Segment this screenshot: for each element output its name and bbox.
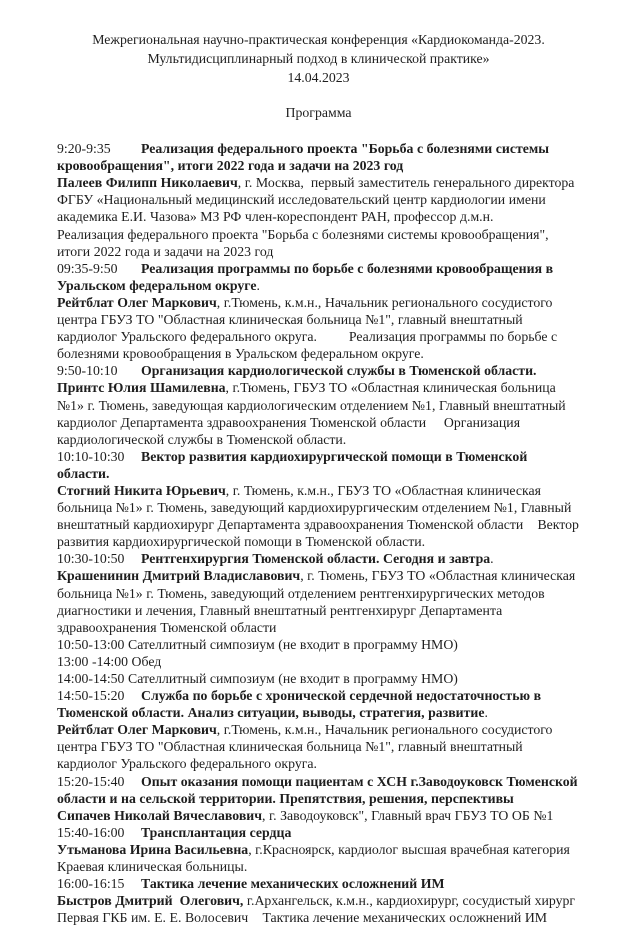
session-description: 14:00-14:50 Сателлитный симпозиум (не входит в программу НМО) [57,671,458,686]
program-list [57,140,583,926]
program-paragraph [57,636,580,653]
program-paragraph [57,875,580,892]
session-time: 15:40-16:00 [57,824,125,840]
session-description: , г.Тюмень, к.м.н., Начальник регионального сосудистого центра ГБУЗ ТО "Областная клиническая больница №1", главный внештатный кардиолог Уральского федерального округа. Реализация программы по борьбе с болезнями кровообращения в Уральском федеральном округе. [57,294,561,362]
session-title-or-speaker: Организация кардиологической службы в Тюменской области. [141,363,537,379]
session-time: 09:35-9:50 [57,260,118,276]
session-time: 10:10-10:30 [57,448,125,464]
program-paragraph [57,482,583,550]
session-description: , г. Заводоуковск", Главный врач ГБУЗ ТО ОБ №1 [262,807,554,823]
session-description: 10:50-13:00 Сателлитный симпозиум (не входит в программу НМО) [57,636,458,652]
session-title-or-speaker: Реализация федерального проекта "Борьба с болезнями системы кровообращения", итоги 2022 года и задачи на 2023 год [57,141,553,174]
session-description: , г. Москва, первый заместитель генерального директора ФГБУ «Национальный медицинский исследовательский центр кардиологии имени академика Е.И. Чазова» МЗ РФ член-кореспондент РАН, профессор д.м.н. Реализация федерального проекта "Борьба с болезнями системы кровообращения", итоги 2022 года и задачи на 2023 год [57,175,578,259]
program-paragraph [57,550,580,567]
program-paragraph [57,721,580,772]
program-paragraph [57,687,580,721]
session-description: , г.Красноярск, кардиолог высшая врачебная категория Краевая клиническая больницы. [57,841,574,875]
program-paragraph [57,670,580,687]
session-title-or-speaker: Стогний Никита Юрьевич [57,482,226,498]
session-time: 9:20-9:35 [57,141,111,157]
session-title-or-speaker: Рейтблат Олег Маркович [57,722,217,738]
session-description: . [256,277,260,293]
program-paragraph [57,892,580,926]
program-paragraph [57,824,580,841]
program-paragraph [57,841,580,875]
session-title-or-speaker: Быстров Дмитрий Олегович, [57,893,244,909]
session-time: 9:50-10:10 [57,363,118,379]
session-description: 13:00 -14:00 Обед [57,653,162,669]
program-paragraph [57,773,580,807]
session-title-or-speaker: Крашенинин Дмитрий Владиславович [57,568,301,584]
session-description: , г.Тюмень, к.м.н., Начальник регионального сосудистого центра ГБУЗ ТО "Областная клиническая больница №1", главный внештатный кардиолог Уральского федерального округа. [57,722,557,772]
session-description: , г. Тюмень, к.м.н., ГБУЗ ТО «Областная клиническая больница №1» г. Тюмень, заведующий кардиохирургическим отделением №1, Главный внештатный кардиохирург Департамента здравоохранения Тюменской области Вектор развития кардиохирургической помощи в Тюменской области. [57,482,583,550]
session-title-or-speaker: Служба по борьбе с хронической сердечной недостаточностью в Тюменской области. Анализ ситуации, выводы, стратегия, развитие [57,688,545,721]
session-title-or-speaker: Сипачев Николай Вячеславович [57,807,263,823]
program-paragraph [57,807,580,824]
session-title-or-speaker: Рентгенхирургия Тюменской области. Сегодня и завтра [141,551,491,567]
conference-date: 14.04.2023 [287,70,350,85]
program-paragraph [57,174,580,259]
section-heading: Программа [285,105,352,120]
program-paragraph [57,260,580,294]
session-description: . [484,705,488,721]
session-title-or-speaker: Утьманова Ирина Васильевна [57,841,249,857]
program-paragraph [57,448,580,482]
program-paragraph [57,379,580,447]
session-title-or-speaker: Вектор развития кардиохирургической помощи в Тюменской области. [57,448,531,481]
session-time: 15:20-15:40 [57,773,125,789]
document-header [57,30,580,87]
session-title-or-speaker: Трансплантация сердца [141,824,292,840]
session-description: , г. Тюмень, ГБУЗ ТО «Областная клиническая больница №1» г. Тюмень, заведующий отделением рентгенхирургических методов диагностики и лечения, Главный внештатный рентгенхирург Департамента здравоохранения Тюменской области [57,568,579,635]
session-title-or-speaker: Принтс Юлия Шамилевна [57,380,226,396]
program-paragraph [57,362,580,379]
session-description: г.Архангельск, к.м.н., кардиохирург, сосудистый хирург Первая ГКБ им. Е. Е. Волосевич Тактика лечение механических осложнений ИМ [57,893,579,926]
session-time: 14:50-15:20 [57,688,125,704]
session-time: 10:30-10:50 [57,551,125,567]
session-time: 16:00-16:15 [57,876,125,892]
session-title-or-speaker: Опыт оказания помощи пациентам с ХСН г.Заводоуковск Тюменской области и на сельской территории. Препятствия, решения, перспективы [57,773,582,806]
session-title-or-speaker: Палеев Филипп Николаевич [57,175,238,191]
session-title-or-speaker: Реализация программы по борьбе с болезнями кровообращения в Уральском федеральном округе [57,260,557,293]
program-paragraph [57,653,580,670]
conference-title-line-2: Мультидисциплинарный подход в клинической практике» [147,51,490,66]
program-paragraph [57,140,580,174]
program-paragraph [57,567,580,635]
program-paragraph [57,294,580,362]
session-title-or-speaker: Рейтблат Олег Маркович [57,294,217,310]
session-description: , г.Тюмень, ГБУЗ ТО «Областная клиническая больница №1» г. Тюмень, заведующая кардиологическим отделением №1, Главный внештатный кардиолог Департамента здравоохранения Тюменской области Организация кардиологической службы в Тюменской области. [57,380,570,447]
conference-title-line-1: Межрегиональная научно-практическая конференция «Кардиокоманда-2023. [92,32,545,47]
session-description: . [490,551,494,567]
session-title-or-speaker: Тактика лечение механических осложнений ИМ [141,876,445,892]
